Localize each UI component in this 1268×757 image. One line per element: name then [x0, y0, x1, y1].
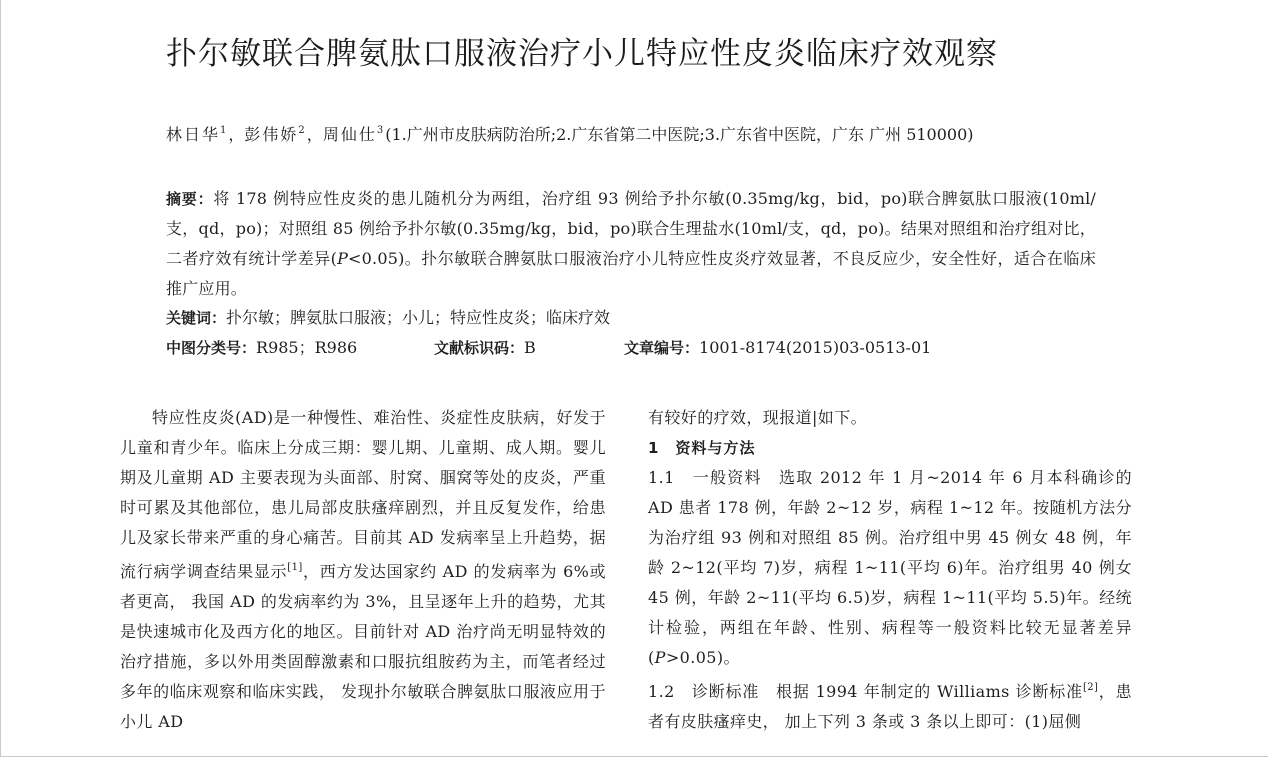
body-column-right: [648, 403, 1132, 737]
keywords: [166, 303, 610, 333]
subsection-heading: 1.1 一般资料: [648, 468, 780, 487]
subsection-text: 根据 1994 年制定的 Williams 诊断标准: [776, 682, 1083, 701]
article-number: [624, 333, 931, 363]
doc-value: B: [524, 338, 536, 357]
abstract: [166, 184, 1096, 304]
doc-label: 文献标识码：: [434, 339, 525, 357]
paper-title: 扑尔敏联合脾氨肽口服液治疗小儿特应性皮炎临床疗效观察: [166, 36, 998, 72]
subsection-text: >0.05)。: [665, 648, 740, 667]
classification-row: [166, 333, 1096, 363]
abstract-label: 摘要：: [166, 190, 214, 208]
intro-text: 特应性皮炎(AD)是一种慢性、难治性、炎症性皮肤病，好发于儿童和青少年。临床上分成三期：婴儿期、儿童期、成人期。婴儿期及儿童期 AD 主要表现为头面部、肘窝、腘窝等处的皮炎，严重时可累及其他部位，患儿局部皮肤瘙痒剧烈，并且反复发作，给患儿及家长带来严重的身心痛苦。目前其 AD 发病率呈上升趋势，据流行病学调查结果显示: [120, 408, 606, 581]
clc-value: R985；R986: [256, 338, 358, 357]
author-name: 林日华: [166, 125, 221, 144]
clc-code: [166, 333, 357, 363]
affiliations: (1.广州市皮肤病防治所;2.广东省第二中医院;3.广东省中医院，广东 广州 510000): [385, 125, 974, 144]
clc-label: 中图分类号：: [166, 339, 257, 357]
p-symbol: P: [654, 648, 666, 667]
author-name: 彭伟娇: [244, 125, 299, 144]
art-label: 文章编号：: [624, 339, 700, 357]
author-superscript: 3: [376, 125, 384, 136]
abstract-text: <0.05)。扑尔敏联合脾氨肽口服液治疗小儿特应性皮炎疗效显著，不良反应少，安全性好，适合在临床推广应用。: [166, 249, 1096, 298]
author-separator: ，: [228, 125, 245, 144]
subsection-diagnosis: [648, 673, 1132, 737]
author-line: [166, 118, 1126, 148]
author-separator: ，: [306, 125, 323, 144]
subsection-text: ，患者有皮肤瘙痒史， 加上下列 3 条或 3 条以上即可：(1)屈侧: [648, 682, 1132, 731]
citation-ref: [1]: [287, 562, 303, 573]
author-name: 周仙仕: [322, 125, 377, 144]
subsection-heading: 1.2 诊断标准: [648, 682, 777, 701]
author-superscript: 2: [298, 125, 305, 136]
intro-continuation: 有较好的疗效，现报道|如下。: [648, 408, 867, 427]
intro-text: ，西方发达国家约 AD 的发病率为 6%或者更高， 我国 AD 的发病率约为 3%，且呈逐年上升的趋势，尤其是快速城市化及西方化的地区。目前针对 AD 治疗尚无明显特效的治疗措施，多以外用类固醇激素和口服抗组胺药为主，而笔者经过多年的临床观察和临床实践， 发现扑尔敏联合脾氨肽口服液应用于小儿 AD: [120, 562, 606, 731]
abstract-text: 将 178 例特应性皮炎的患儿随机分为两组，治疗组 93 例给予扑尔敏(0.35mg/kg，bid，po)联合脾氨肽口服液(10ml/支，qd，po)；对照组 85 例给予扑尔敏(0.35mg/kg，bid，po)联合生理盐水(10ml/支，qd，po)。结果对照组和治疗组对比，二者疗效有统计学差异(: [166, 189, 1096, 268]
keywords-text: 扑尔敏；脾氨肽口服液；小儿；特应性皮炎；临床疗效: [226, 308, 611, 327]
author-superscript: 1: [220, 125, 227, 136]
page-left-edge: [0, 0, 1, 757]
intro-paragraph: [120, 403, 606, 737]
subsection-text: 选取 2012 年 1 月~2014 年 6 月本科确诊的 AD 患者 178 例，年龄 2~12 岁，病程 1~12 年。按随机方法分为治疗组 93 例和对照组 85 例。治疗组中男 45 例女 48 例，年龄 2~12(平均 7)岁，病程 1~11(平均 6)年。治疗组男 40 例女 45 例，年龄 2~11(平均 6.5)岁，病程 1~11(平均 5.5)年。经统计检验，两组在年龄、性别、病程等一般资料比较无显著差异(: [648, 468, 1133, 667]
subsection-general-data: [648, 463, 1132, 673]
keywords-label: 关键词：: [166, 309, 227, 327]
body-column-left: [120, 403, 606, 737]
section-heading: 1 资料与方法: [648, 439, 756, 457]
document-code: [434, 333, 536, 363]
citation-ref: [2]: [1082, 682, 1099, 693]
art-value: 1001-8174(2015)03-0513-01: [699, 338, 932, 357]
p-symbol: P: [337, 249, 349, 268]
